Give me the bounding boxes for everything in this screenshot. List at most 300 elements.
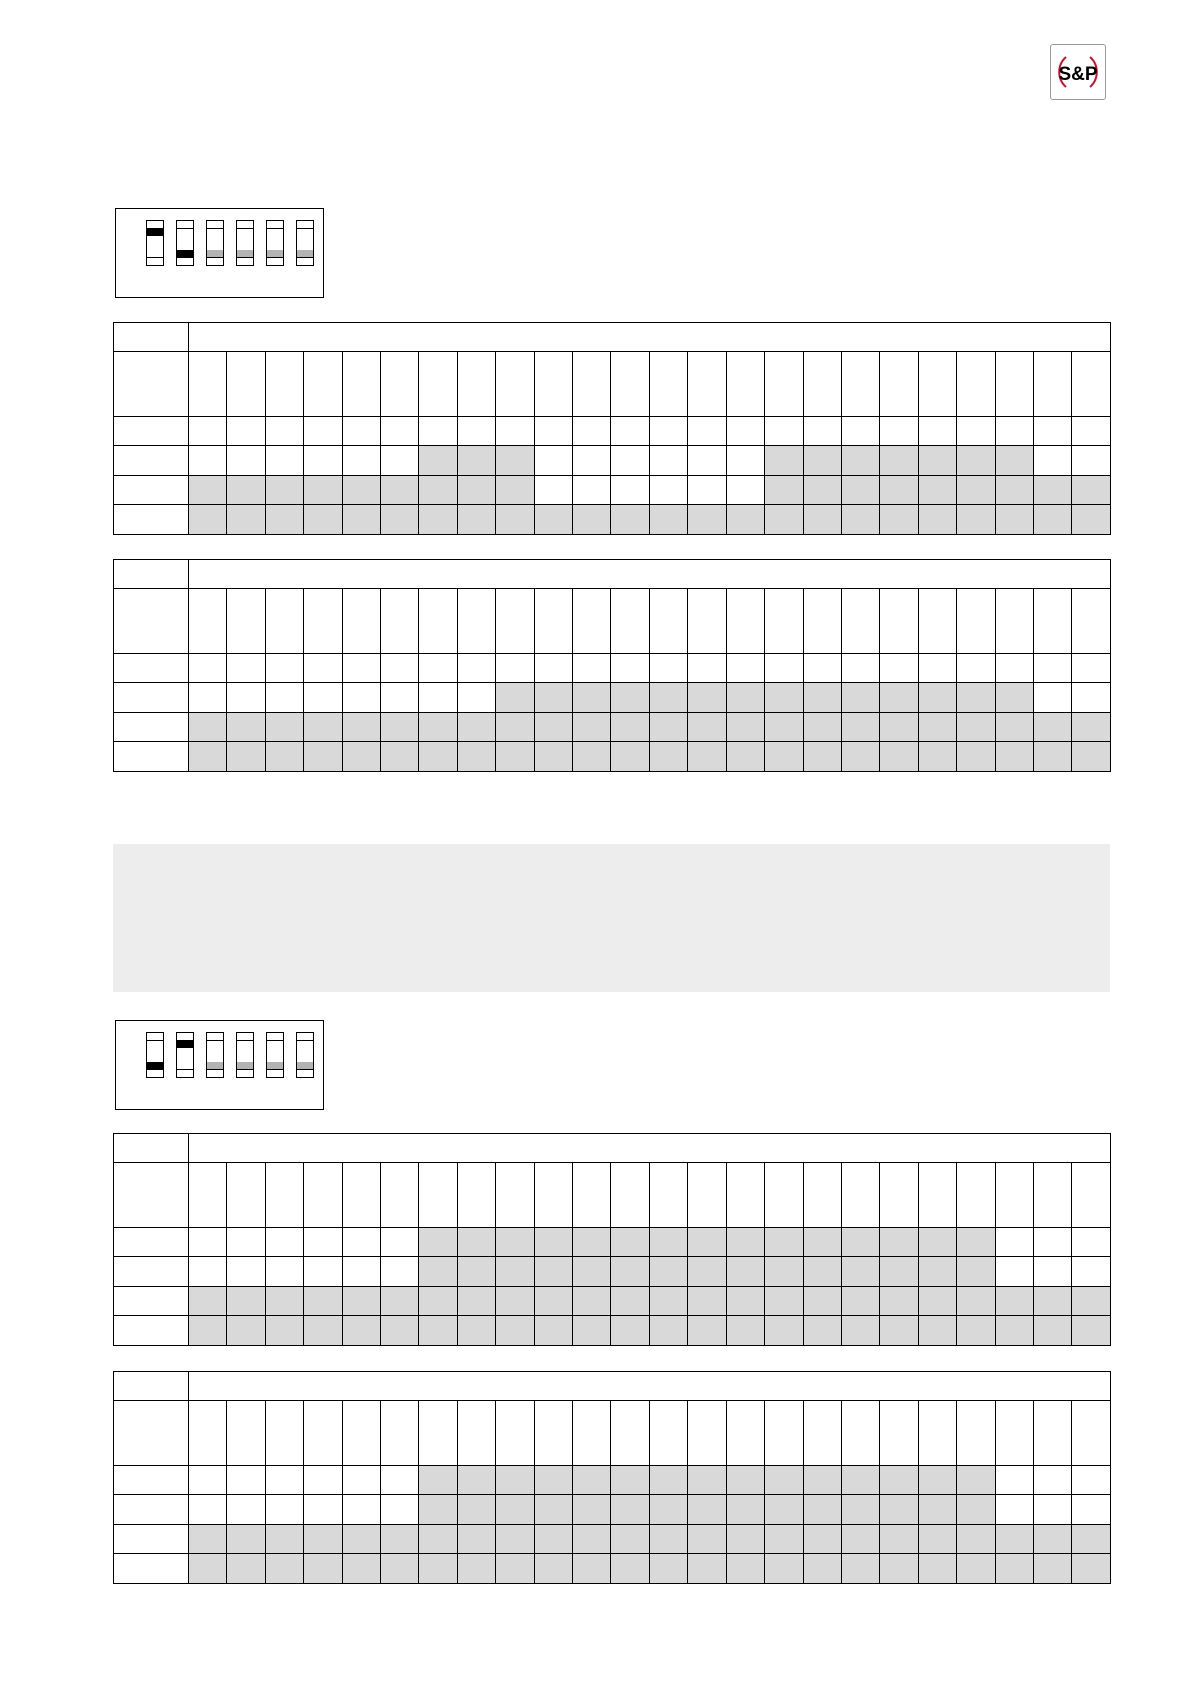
table-cell <box>880 505 918 535</box>
table-cell <box>342 1495 380 1525</box>
table-cell <box>304 742 342 772</box>
table-cell <box>995 417 1033 446</box>
table-cell <box>803 1257 841 1287</box>
table-cell <box>880 352 918 417</box>
table-cell <box>265 1495 303 1525</box>
table-cell <box>573 589 611 654</box>
table-cell <box>995 742 1033 772</box>
table-cell <box>1072 1257 1111 1287</box>
table-cell <box>918 1257 956 1287</box>
table-cell <box>304 589 342 654</box>
table-cell <box>304 713 342 742</box>
table-cell <box>189 683 227 713</box>
table-cell <box>534 589 572 654</box>
table-cell <box>457 713 495 742</box>
table-cell <box>649 505 687 535</box>
table-cell <box>573 1495 611 1525</box>
table-cell <box>342 1401 380 1466</box>
row-label-cell <box>114 713 189 742</box>
table-cell <box>611 1525 649 1554</box>
table-cell <box>419 446 457 476</box>
table-cell <box>1033 417 1071 446</box>
table-cell <box>1033 1495 1071 1525</box>
table-cell <box>1033 1554 1071 1584</box>
table-cell <box>381 1495 419 1525</box>
dip-switch-1 <box>146 1032 164 1078</box>
table-cell <box>189 1466 227 1495</box>
table-cell <box>803 1316 841 1346</box>
table-cell <box>880 1163 918 1228</box>
dip-switch-block-1 <box>115 208 324 298</box>
table-cell <box>841 1228 879 1257</box>
table-row <box>114 1287 1111 1316</box>
table-row <box>114 417 1111 446</box>
table-cell <box>1033 1228 1071 1257</box>
table-cell <box>1033 1287 1071 1316</box>
table-cell <box>227 476 265 505</box>
table-cell <box>457 1287 495 1316</box>
table-cell <box>265 1554 303 1584</box>
table-cell <box>573 1316 611 1346</box>
table-cell <box>265 683 303 713</box>
table-cell <box>765 1228 803 1257</box>
table-cell <box>419 1287 457 1316</box>
table-cell <box>265 1257 303 1287</box>
table-cell <box>573 505 611 535</box>
row-label-cell <box>114 352 189 417</box>
table-cell <box>1072 446 1111 476</box>
table-cell <box>573 352 611 417</box>
table-cell <box>496 1228 534 1257</box>
table-cell <box>381 417 419 446</box>
table-cell <box>688 1257 726 1287</box>
table-cell <box>496 1466 534 1495</box>
table-cell <box>1072 1401 1111 1466</box>
table-cell <box>995 352 1033 417</box>
row-label-cell <box>114 505 189 535</box>
table-cell <box>726 1495 764 1525</box>
table-cell <box>227 446 265 476</box>
table-cell <box>573 1163 611 1228</box>
row-label-cell <box>114 446 189 476</box>
table-cell <box>1072 742 1111 772</box>
table-cell <box>803 589 841 654</box>
table-cell <box>803 1163 841 1228</box>
table-cell <box>342 1316 380 1346</box>
table-cell <box>765 713 803 742</box>
table-cell <box>457 417 495 446</box>
table-row <box>114 713 1111 742</box>
table-cell <box>880 683 918 713</box>
table-row <box>114 1401 1111 1466</box>
table-cell <box>611 683 649 713</box>
table-cell <box>726 1554 764 1584</box>
table-cell <box>381 1316 419 1346</box>
table-cell <box>880 742 918 772</box>
table-cell <box>381 1401 419 1466</box>
table-cell <box>457 683 495 713</box>
table-cell <box>419 654 457 683</box>
table-cell <box>496 352 534 417</box>
table-cell <box>688 505 726 535</box>
table-cell <box>419 417 457 446</box>
table-cell <box>918 1495 956 1525</box>
table-cell <box>189 1228 227 1257</box>
table-cell <box>1033 683 1071 713</box>
table-cell <box>995 589 1033 654</box>
table-cell <box>457 1316 495 1346</box>
table-cell <box>765 417 803 446</box>
table-cell <box>765 1525 803 1554</box>
table-row <box>114 1466 1111 1495</box>
table-cell <box>342 742 380 772</box>
table-cell <box>957 1228 995 1257</box>
table-cell <box>880 1257 918 1287</box>
table-cell <box>957 1401 995 1466</box>
table-cell <box>342 1466 380 1495</box>
table-cell <box>1072 683 1111 713</box>
row-label-cell <box>114 1466 189 1495</box>
note-panel <box>113 844 1110 992</box>
table-cell <box>342 1228 380 1257</box>
table-cell <box>457 1257 495 1287</box>
table-cell <box>534 1316 572 1346</box>
table-cell <box>573 683 611 713</box>
table-cell <box>227 1316 265 1346</box>
table-cell <box>957 683 995 713</box>
table-cell <box>803 1495 841 1525</box>
table-cell <box>381 505 419 535</box>
table-cell <box>227 1257 265 1287</box>
table-cell <box>995 1257 1033 1287</box>
table-cell <box>995 1287 1033 1316</box>
table-cell <box>1033 446 1071 476</box>
table-row <box>114 1257 1111 1287</box>
table-cell <box>611 1495 649 1525</box>
table-cell <box>880 1466 918 1495</box>
table-cell <box>841 476 879 505</box>
table-cell <box>1033 742 1071 772</box>
table-cell <box>419 713 457 742</box>
table-cell <box>189 1257 227 1287</box>
table-cell <box>841 654 879 683</box>
table-cell <box>419 683 457 713</box>
table-cell <box>841 1466 879 1495</box>
table-cell <box>457 1554 495 1584</box>
table-cell <box>995 1554 1033 1584</box>
table-cell <box>726 589 764 654</box>
table-cell <box>573 476 611 505</box>
table-cell <box>995 654 1033 683</box>
dip-switch-5 <box>266 1032 284 1078</box>
table-cell <box>419 476 457 505</box>
sp-logo-icon <box>1051 45 1105 99</box>
table-cell <box>688 683 726 713</box>
table-cell <box>957 1495 995 1525</box>
table-cell <box>265 713 303 742</box>
row-label-cell <box>114 589 189 654</box>
table-cell <box>304 1495 342 1525</box>
table-cell <box>496 654 534 683</box>
table-cell <box>189 505 227 535</box>
table-cell <box>189 1316 227 1346</box>
row-label-cell <box>114 1372 189 1401</box>
table-cell <box>227 352 265 417</box>
table-cell <box>957 1466 995 1495</box>
table-cell <box>995 476 1033 505</box>
table-cell <box>189 654 227 683</box>
table-cell <box>534 417 572 446</box>
table-cell <box>918 446 956 476</box>
table-cell <box>918 1228 956 1257</box>
table-cell <box>1033 589 1071 654</box>
table-cell <box>841 1401 879 1466</box>
table-cell <box>265 476 303 505</box>
table-cell <box>957 417 995 446</box>
row-label-cell <box>114 560 189 589</box>
dip-switch-4 <box>236 1032 254 1078</box>
table-cell <box>688 589 726 654</box>
table-cell <box>918 742 956 772</box>
table-cell <box>304 1228 342 1257</box>
table-cell <box>649 446 687 476</box>
table-cell <box>496 1163 534 1228</box>
table-cell <box>227 683 265 713</box>
table-cell <box>880 1401 918 1466</box>
table-cell <box>1072 1287 1111 1316</box>
dip-switch-2 <box>176 220 194 266</box>
row-label-cell <box>114 1257 189 1287</box>
table-cell <box>457 352 495 417</box>
table-cell <box>765 1554 803 1584</box>
table-cell <box>995 1228 1033 1257</box>
table-cell <box>189 1287 227 1316</box>
table-cell <box>611 446 649 476</box>
table-cell <box>688 713 726 742</box>
table-cell <box>726 1228 764 1257</box>
table-cell <box>534 505 572 535</box>
table-cell <box>765 1257 803 1287</box>
table-cell <box>649 417 687 446</box>
table-cell <box>688 1525 726 1554</box>
table-cell <box>342 352 380 417</box>
table-cell <box>1033 1257 1071 1287</box>
table-row <box>114 589 1111 654</box>
table-cell <box>304 1466 342 1495</box>
table-cell <box>918 1554 956 1584</box>
table-cell <box>381 1257 419 1287</box>
table-cell <box>765 446 803 476</box>
table-cell <box>227 1401 265 1466</box>
table-cell <box>841 1316 879 1346</box>
table-cell <box>457 1228 495 1257</box>
table-cell <box>726 446 764 476</box>
table-cell <box>611 742 649 772</box>
table-cell <box>1072 654 1111 683</box>
table-cell <box>803 683 841 713</box>
table-cell <box>1072 417 1111 446</box>
table-cell <box>496 1287 534 1316</box>
table-cell <box>957 589 995 654</box>
table-cell <box>573 713 611 742</box>
table-cell <box>803 742 841 772</box>
table-cell <box>381 1228 419 1257</box>
table-cell <box>342 654 380 683</box>
table-cell <box>649 683 687 713</box>
table-cell <box>726 683 764 713</box>
table-cell <box>880 1554 918 1584</box>
table-cell <box>534 1287 572 1316</box>
speed-table-2 <box>113 559 1111 772</box>
table-cell <box>265 1466 303 1495</box>
table-header-cell <box>189 1372 1111 1401</box>
table-cell <box>227 1525 265 1554</box>
speed-table-3 <box>113 1133 1111 1346</box>
table-cell <box>227 1554 265 1584</box>
table-cell <box>342 589 380 654</box>
row-label-cell <box>114 1495 189 1525</box>
table-cell <box>726 1316 764 1346</box>
row-label-cell <box>114 742 189 772</box>
table-cell <box>265 352 303 417</box>
table-cell <box>918 417 956 446</box>
table-row <box>114 446 1111 476</box>
table-cell <box>342 1163 380 1228</box>
table-cell <box>1072 1525 1111 1554</box>
table-cell <box>688 1466 726 1495</box>
table-cell <box>227 1287 265 1316</box>
table-cell <box>342 476 380 505</box>
table-cell <box>726 742 764 772</box>
table-cell <box>381 1163 419 1228</box>
table-cell <box>1072 1554 1111 1584</box>
table-cell <box>304 417 342 446</box>
row-label-cell <box>114 1401 189 1466</box>
table-cell <box>265 1401 303 1466</box>
table-cell <box>841 1287 879 1316</box>
table-cell <box>381 1466 419 1495</box>
table-cell <box>765 589 803 654</box>
table-row <box>114 505 1111 535</box>
table-cell <box>1072 713 1111 742</box>
table-cell <box>880 1495 918 1525</box>
table-cell <box>611 1316 649 1346</box>
table-cell <box>1033 352 1071 417</box>
table-cell <box>841 352 879 417</box>
table-cell <box>419 742 457 772</box>
table-cell <box>841 1257 879 1287</box>
table-cell <box>304 1287 342 1316</box>
table-cell <box>419 1228 457 1257</box>
table-cell <box>803 417 841 446</box>
row-label-cell <box>114 1554 189 1584</box>
table-cell <box>304 1525 342 1554</box>
table-cell <box>227 505 265 535</box>
table-cell <box>995 505 1033 535</box>
table-cell <box>189 476 227 505</box>
table-cell <box>189 1554 227 1584</box>
table-cell <box>381 1525 419 1554</box>
table-cell <box>1072 1316 1111 1346</box>
table-cell <box>457 589 495 654</box>
table-cell <box>265 1316 303 1346</box>
table-cell <box>1033 476 1071 505</box>
table-row <box>114 476 1111 505</box>
table-cell <box>765 505 803 535</box>
table-cell <box>1033 1316 1071 1346</box>
dip-switch-3 <box>206 220 224 266</box>
table-cell <box>803 1401 841 1466</box>
table-cell <box>496 1401 534 1466</box>
table-cell <box>304 505 342 535</box>
table-cell <box>957 505 995 535</box>
table-cell <box>419 1554 457 1584</box>
table-cell <box>534 1228 572 1257</box>
table-cell <box>803 505 841 535</box>
table-cell <box>688 1287 726 1316</box>
table-cell <box>265 1525 303 1554</box>
table-cell <box>765 1401 803 1466</box>
table-cell <box>1072 1163 1111 1228</box>
table-cell <box>841 1163 879 1228</box>
table-cell <box>841 683 879 713</box>
table-cell <box>649 352 687 417</box>
table-cell <box>496 1316 534 1346</box>
table-cell <box>189 1495 227 1525</box>
speed-table-4 <box>113 1371 1111 1584</box>
table-cell <box>880 654 918 683</box>
table-cell <box>1072 589 1111 654</box>
row-label-cell <box>114 1316 189 1346</box>
table-cell <box>189 1401 227 1466</box>
table-cell <box>726 1401 764 1466</box>
table-cell <box>765 1466 803 1495</box>
table-cell <box>189 589 227 654</box>
table-cell <box>534 1495 572 1525</box>
dip-switch-5 <box>266 220 284 266</box>
table-cell <box>573 1228 611 1257</box>
table-cell <box>419 1495 457 1525</box>
table-cell <box>419 1257 457 1287</box>
table-cell <box>381 352 419 417</box>
table-cell <box>841 713 879 742</box>
table-cell <box>534 1554 572 1584</box>
table-cell <box>227 713 265 742</box>
table-cell <box>918 352 956 417</box>
table-cell <box>726 1163 764 1228</box>
table-row <box>114 1228 1111 1257</box>
table-cell <box>419 1401 457 1466</box>
table-cell <box>265 446 303 476</box>
table-cell <box>265 654 303 683</box>
table-cell <box>457 505 495 535</box>
table-cell <box>611 1466 649 1495</box>
table-cell <box>649 1163 687 1228</box>
table-cell <box>304 446 342 476</box>
table-cell <box>534 1401 572 1466</box>
table-cell <box>957 654 995 683</box>
table-cell <box>304 476 342 505</box>
table-cell <box>611 417 649 446</box>
table-cell <box>918 1466 956 1495</box>
table-row <box>114 1554 1111 1584</box>
table-cell <box>726 417 764 446</box>
table-cell <box>803 1466 841 1495</box>
table-cell <box>419 589 457 654</box>
table-cell <box>726 505 764 535</box>
table-cell <box>841 742 879 772</box>
table-row <box>114 683 1111 713</box>
